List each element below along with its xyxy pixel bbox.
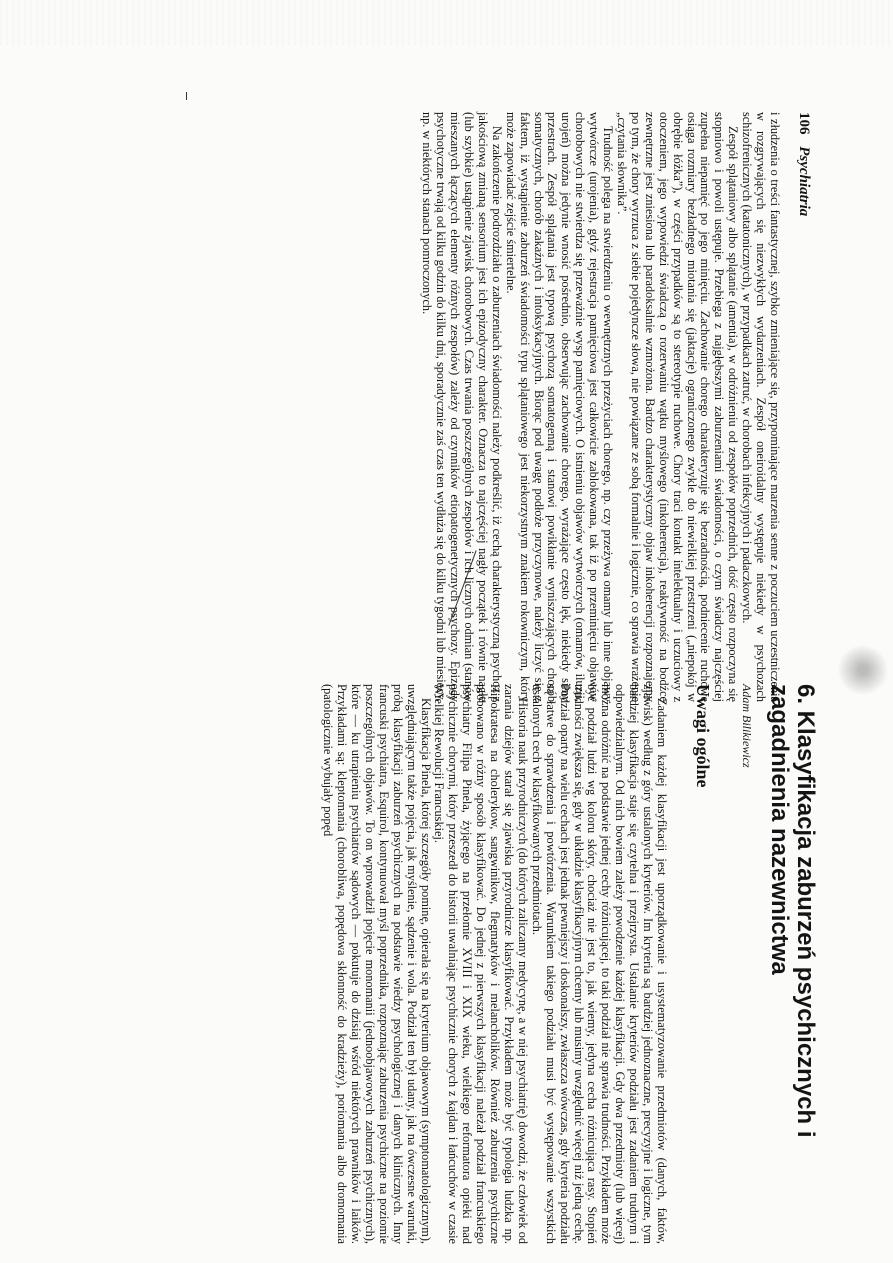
scan-noise-top [0,0,893,46]
page-header [795,112,812,702]
right-page [320,684,818,1244]
paragraph: i złudzenia o treści fantastycznej, szybko zmieniające się, przypominające marzenia senne z poczuciem uczestniczenia w rozgrywających się niezwykłych wydarzeniach. Zespół oneiroidalny występuje niekiedy w psychozach schizofrenicznych (katatonicznych), w przypadkach zatruć, w chorobach infekcyjnych i padaczkowych. [740,112,782,702]
paragraph: Zadaniem każdej klasyfikacji jest uporządkowanie i usystematyzowanie przedmiotów (danych, faktów, zjawisk) według z góry ustalonych kryteriów. Im kryteria są bardziej jednoznaczne, precyzyjne i logiczne, tym bardziej klasyfikacja staje się czytelna i przejrzysta. Ustalanie kryteriów podziału jest zadaniem trudnym i odpowiedzialnym. Od nich bowiem zależy powodzenie każdej klasyfikacji. Gdy dwa przedmioty (lub więcej) można odróżnić na podstawie jednej cechy różnicującej, to taki podział nie sprawia trudności. Przykładem może być podział ludzi wg koloru skóry, chociaż nie jest to, jak wiemy, jedyna cecha różnicująca rasy. Stopień trudności zwiększa się, gdy w układzie klasyfikacyjnym chcemy lub musimy uwzględnić więcej niż jedną cechę. Podział oparty na wielu cechach jest jednak pewniejszy i doskonalszy, zwłaszcza wówczas, gdy kryteria podziału są łatwe do sprawdzenia i powtórzenia. Warunkiem takiego podziału musi być występowanie wszystkich ustalonych cech w klasyfikowanych przedmiotach. [529,684,669,1244]
page-number: 106 [796,112,812,135]
left-page [419,112,812,702]
paragraph: Na zakończenie podrozdziału o zaburzeniach świadomości należy podkreślić, iż cechą charakterystyczną psychoz z jakościową zmianą sensorium jest ich epizodyczny charakter. Oznacza to najczęściej nagły początek i równie nagłe (lub szybkie) ustąpienie zjawisk chorobowych. Czas trwania poszczególnych zespołów i ich licznych odmian (stanów mieszanych łączących elementy różnych zespołów) zależy od czynników etiopatogenetycznych psychozy. Epizody psychotyczne trwają od kilku godzin do kilku dni, sporadycznie zaś czas ten wydłuża się do kilku tygodni lub miesięcy, np. w niektórych stanach pomroczonych. [420,112,504,702]
paragraph: Klasyfikacja Pinela, której szczegóły pominę, opierała się na kryterium objawowym (symptomatologicznym), uwzględniającym także pojęcia, jak myślenie, sądzenie i wola. Podział ten był udany, jak na ówczesne warunki, próbą klasyfikacji zaburzeń psychicznych na podstawie wiedzy psychologicznej i danych klinicznych. Inny francuski psychiatra, Esquirol, kontynuował myśl poprzednika, rozpoznając zaburzenia psychiczne na poziomie poszczególnych objawów. To on wprowadził pojęcie monomanii (jednoobjawowych zaburzeń psychicznych), które — ku utrapieniu psychiatrów sądowych — pokutuje do dzisiaj wśród niektórych prawników i laików. Przykładami są: kleptomania (chorobliwa, popędowa skłonność do kradzieży), poriomania albo dromomania (patologicznie wybujały popęd [321,684,433,1244]
chapter-title: 6. Klasyfikacja zaburzeń psychicznych i zagadnienia nazewnictwa [766,684,819,1138]
section-title: Uwagi ogólne [693,684,713,788]
pencil-mark [186,92,187,100]
paragraph: Trudność polega na stwierdzeniu o wewnętrznych przeżyciach chorego, np. czy przeżywa omamy lub inne objawy wytwórcze (urojenia), gdyż rejestracja pamięciowa jest całkowicie zablokowana, tak iż po przeminięciu objawów chorobowych nie stwierdza się przeważnie wysp pamięciowych. O istnieniu objawów wytwórczych (omamów, iluzji, urojeń) można jedynie wnosić pośrednio, obserwując zachowanie chorego, wyrażające często lęk, niekiedy silny przestrach. Zespół splątania jest typową psychozą somatogenną i stanowi powikłanie wyniszczających chorób somatycznych, chorób zakaźnych i intoksykacyjnych. Biorąc pod uwagę podłoże przyczynowe, należy liczyć się z faktem, iż wystąpienie zaburzeń świadomości typu splątaniowego jest niekorzystnym znakiem rokowniczym, który może zapowiadać zejście śmiertelne. [503,112,616,702]
running-title: Psychiatria [796,146,812,217]
author: Adam Bilikiewicz [740,684,754,768]
paragraph: Zespół splątaniowy albo splątanie (amentia), w odróżnieniu od zespołów poprzednich, dość często rozpoczyna się stopniowo i powoli ustępuje. Przebiega z najgłębszymi zaburzeniami świadomości, o czym świadczy najczęściej zupełna niepamięć po jego minięciu. Zachowanie chorego charakteryzuje się bezradnością, podniecenie ruchowe osiąga rozmiary bezładnego miotania się (jaktacje) ograniczonego zwykle do niewielkiej przestrzeni („niepokój w obrębie łóżka”), w części przypadków są to stereotypie ruchowe. Chory traci kontakt intelektualny i uczuciowy z otoczeniem, jego wypowiedzi świadczą o rozerwaniu wątku myślowego (inkoherencja), reaktywność na bodźce zewnętrzne jest zniesiona lub paradoksalnie wzmożona. Bardzo charakterystyczny objaw inkoherencji rozpoznajemy po tym, że chory wyrzuca z siebie pojedyncze słowa, nie powiązane ze sobą formalnie i logicznie, co sprawia wrażenie „czytania słownika”. [615,112,741,702]
scan-noise-right [833,640,893,700]
paragraph: Historia nauk przyrodniczych (do których zaliczamy medycynę, a w niej psychiatrię) dowodzi, że człowiek od zarania dziejów starał się zjawiska przyrodnicze klasyfikować. Przykładem może być typologia ludzka np. Hipokratesa na cholerykow, sangwinikow, flegmatyków i melancholików. Również zaburzenia psychiczne próbowano w różny sposób klasyfikować. Do jednej z pierwszych klasyfikacji należał podział francuskiego psychiatry Filipa Pinela, żyjącego na przełomie XVIII i XIX wieku, wielkiego reformatora opieki nad psychicznie chorymi, który przeszedł do historii uwalniając psychicznie chorych z kajdan i łańcuchów w czasie Wielkiej Rewolucji Francuskiej. [432,684,530,1244]
